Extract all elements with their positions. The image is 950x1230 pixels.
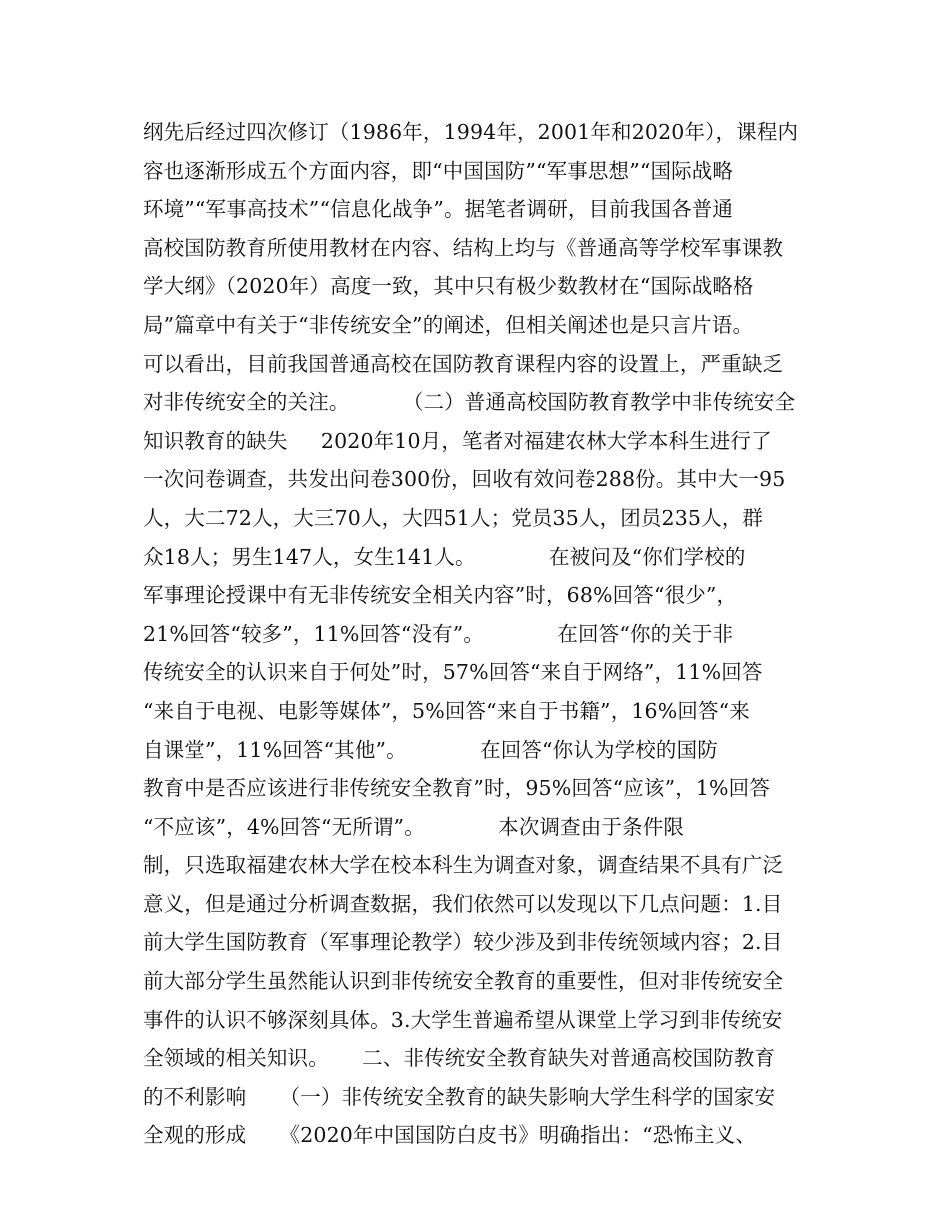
text-line: 21%回答“较多”，11%回答“没有”。 在回答“你的关于非 bbox=[143, 621, 734, 646]
text-line: 众18人；男生147人，女生141人。 在被问及“你们学校的 bbox=[143, 544, 746, 569]
text-line: 制，只选取福建农林大学在校本科生为调查对象，调查结果不具有广泛 bbox=[143, 853, 784, 878]
text-line: 纲先后经过四次修订（1986年，1994年，2001年和2020年），课程内 bbox=[143, 120, 799, 144]
text-line: “来自于电视、电影等媒体”，5%回答“来自于书籍”，16%回答“来 bbox=[143, 698, 750, 723]
text-line: 知识教育的缺失 2020年10月，笔者对福建农林大学本科生进行了 bbox=[143, 428, 772, 453]
text-line: 局”篇章中有关于“非传统安全”的阐述，但相关阐述也是只言片语。 bbox=[143, 312, 754, 337]
text-line: 一次问卷调查，共发出问卷300份，回收有效问卷288份。其中大一95 bbox=[143, 467, 786, 492]
text-line: 高校国防教育所使用教材在内容、结构上均与《普通高等学校军事课教 bbox=[143, 235, 784, 260]
text-line: 事件的认识不够深刻具体。3.大学生普遍希望从课堂上学习到非传统安 bbox=[143, 1007, 783, 1032]
text-line: 人，大二72人，大三70人，大四51人；党员35人，团员235人，群 bbox=[143, 505, 764, 530]
text-line: 自课堂”，11%回答“其他”。 在回答“你认为学校的国防 bbox=[143, 737, 718, 762]
text-line: 可以看出，目前我国普通高校在国防教育课程内容的设置上，严重缺乏 bbox=[143, 351, 784, 376]
text-line: 容也逐渐形成五个方面内容，即“中国国防”“军事思想”“国际战略 bbox=[143, 158, 734, 183]
text-line: 教育中是否应该进行非传统安全教育”时，95%回答“应该”，1%回答 bbox=[143, 776, 770, 801]
text-line: 学大纲》（2020年）高度一致，其中只有极少数教材在“国际战略格 bbox=[143, 274, 754, 299]
text-line: 全观的形成 《2020年中国国防白皮书》明确指出：“恐怖主义、 bbox=[143, 1123, 756, 1148]
text-line: 传统安全的认识来自于何处”时，57%回答“来自于网络”，11%回答 bbox=[143, 660, 763, 685]
text-line: 的不利影响 （一）非传统安全教育的缺失影响大学生科学的国家安 bbox=[143, 1084, 776, 1109]
text-line: 对非传统安全的关注。 （二）普通高校国防教育教学中非传统安全 bbox=[143, 390, 796, 415]
text-line: 意义，但是通过分析调查数据，我们依然可以发现以下几点问题：1.目 bbox=[143, 891, 783, 916]
text-line: 全领域的相关知识。 二、非传统安全教育缺失对普通高校国防教育 bbox=[143, 1046, 776, 1071]
text-line: 前大学生国防教育（军事理论教学）较少涉及到非传统领域内容；2.目 bbox=[143, 930, 783, 955]
body-text bbox=[143, 113, 823, 1155]
text-line: “不应该”，4%回答“无所谓”。 本次调查由于条件限 bbox=[143, 814, 685, 839]
text-line: 前大部分学生虽然能认识到非传统安全教育的重要性，但对非传统安全 bbox=[143, 969, 784, 994]
text-line: 军事理论授课中有无非传统安全相关内容”时，68%回答“很少”， bbox=[143, 583, 738, 608]
text-line: 环境”“军事高技术”“信息化战争”。据笔者调研，目前我国各普通 bbox=[143, 197, 734, 222]
